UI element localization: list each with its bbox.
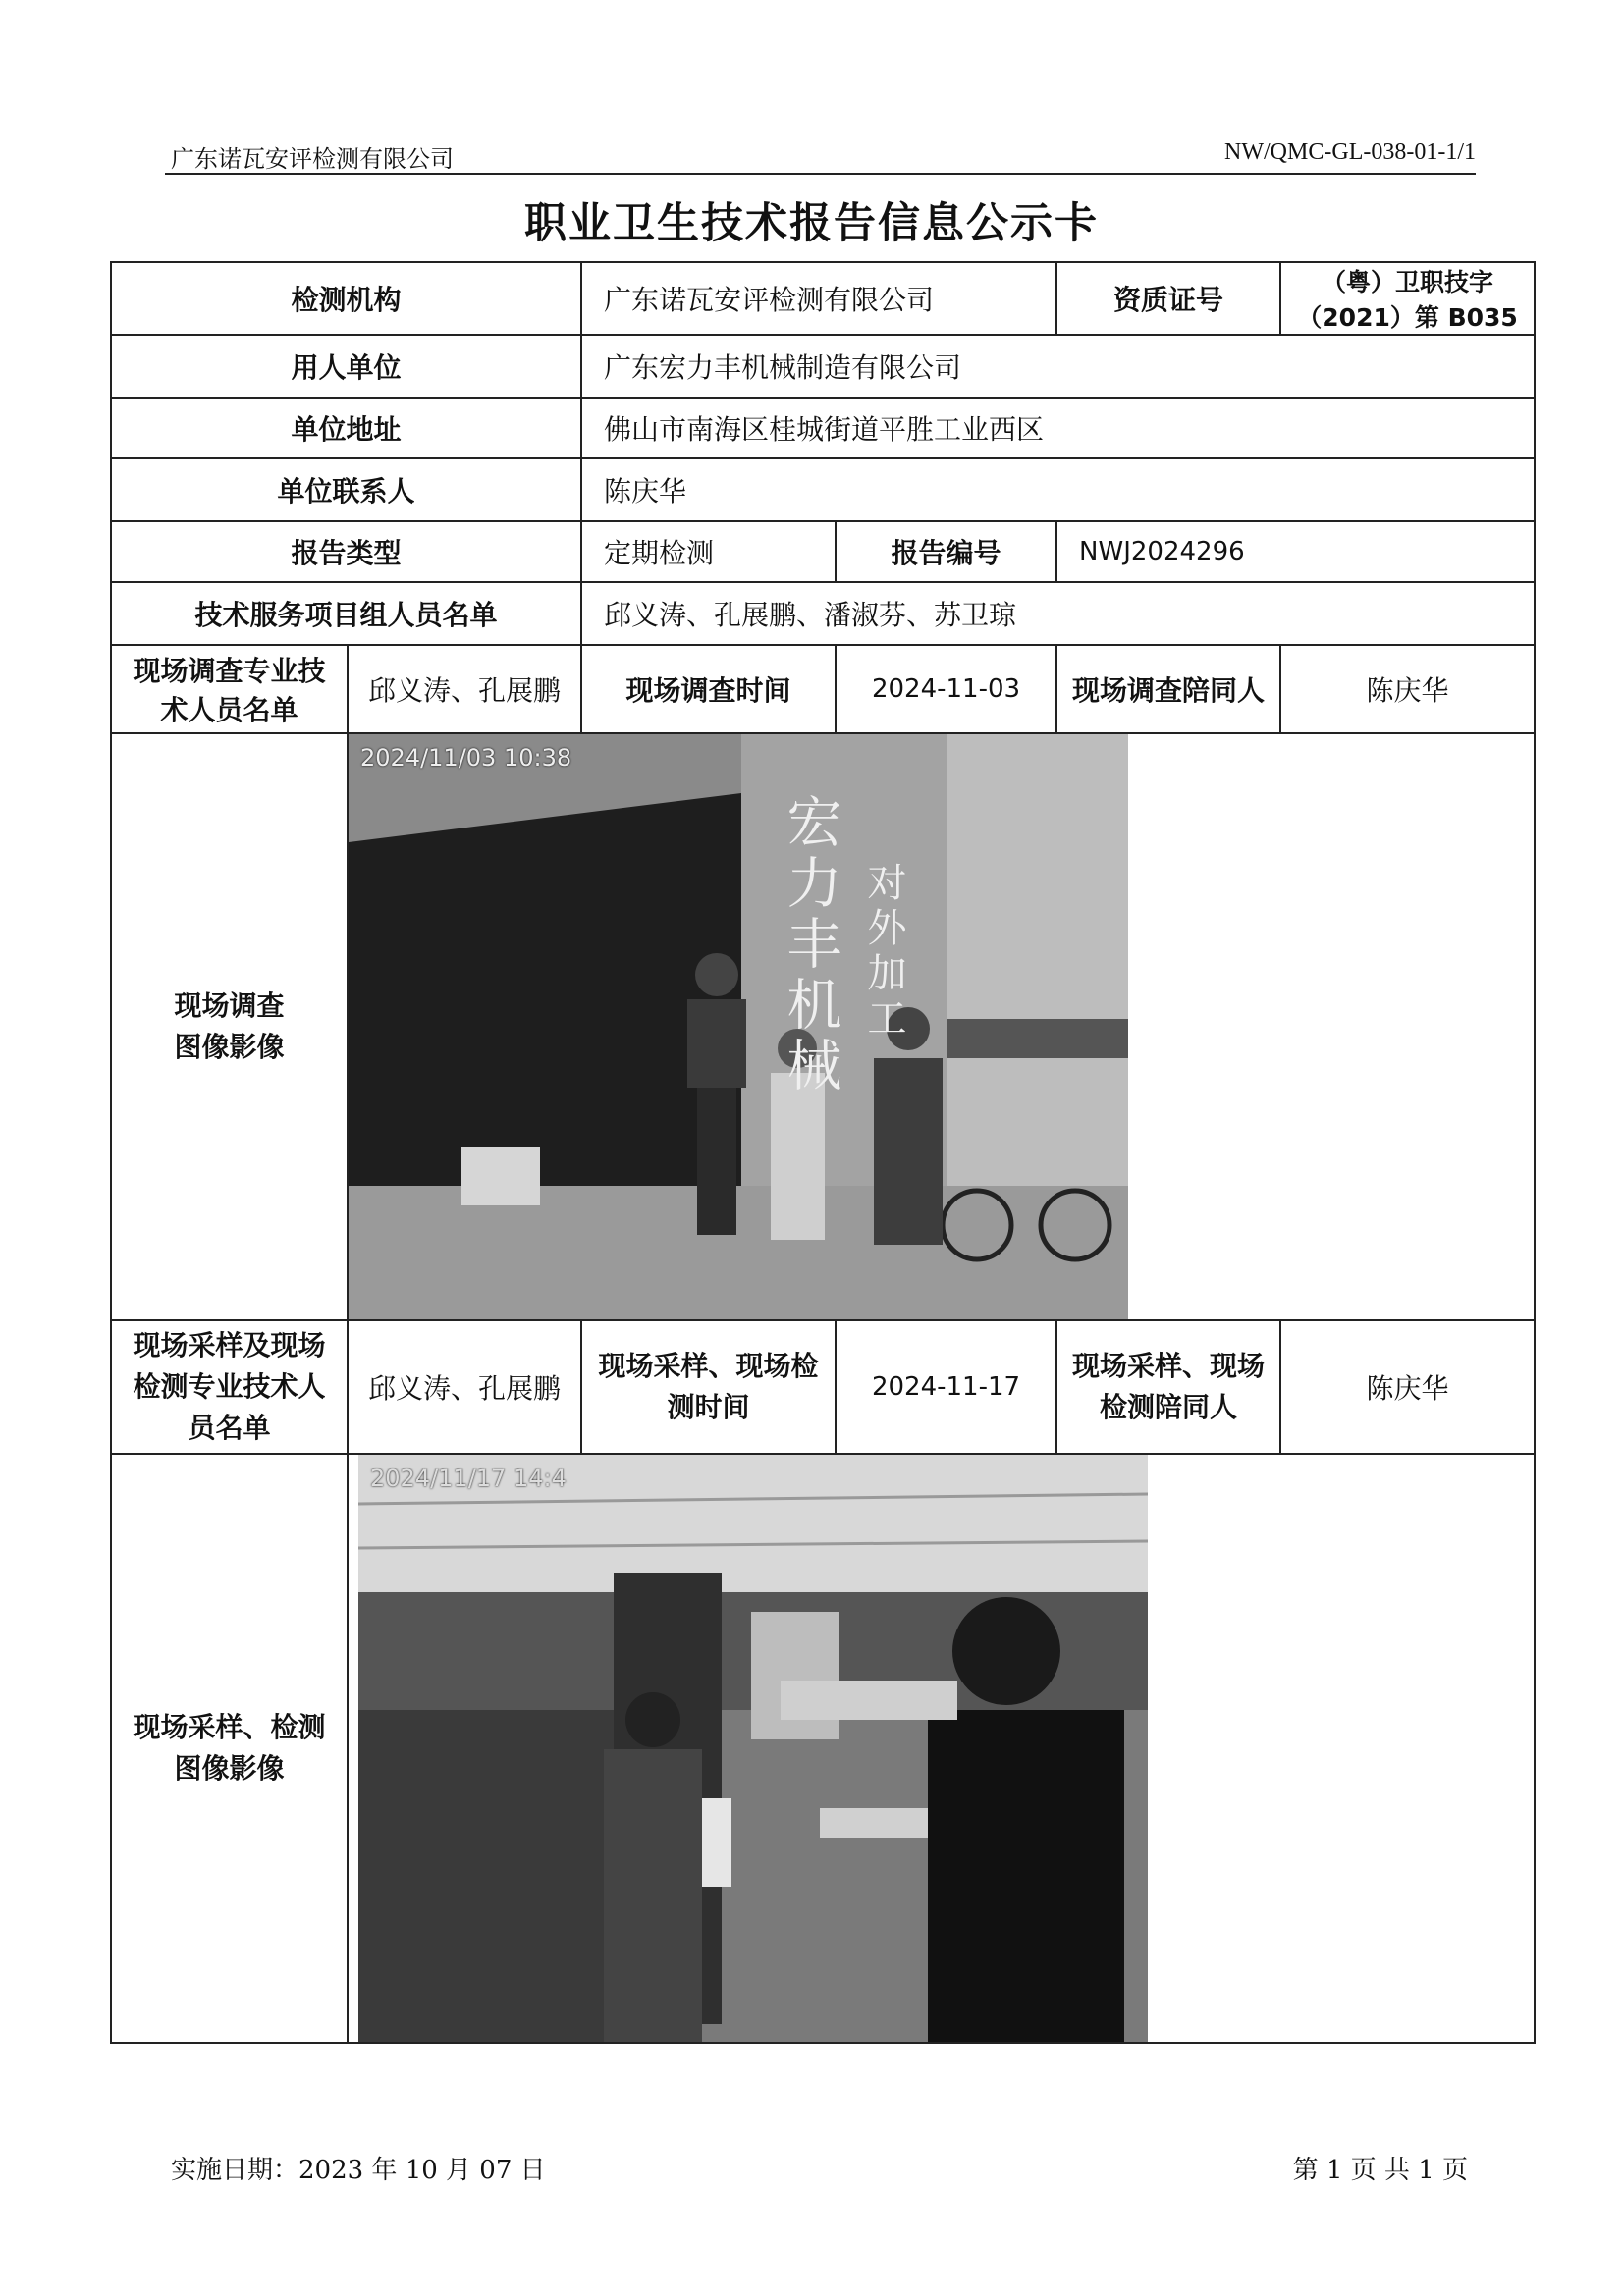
sampling-companion-label: 现场采样、现场检测陪同人 [1056,1320,1280,1454]
sampling-staff-label: 现场采样及现场检测专业技术人员名单 [111,1320,348,1454]
survey-staff-value: 邱义涛、孔展鹏 [348,645,581,733]
header-doc-code: NW/QMC-GL-038-01-1/1 [1224,139,1476,165]
row-survey-info [111,645,1535,733]
sampling-photo [358,1455,1148,2042]
survey-companion-value: 陈庆华 [1280,645,1535,733]
row-team [111,582,1535,645]
sign-text: 宏力丰机械 [778,793,842,1097]
sampling-time-label: 现场采样、现场检测时间 [581,1320,836,1454]
employer-label: 用人单位 [111,335,581,398]
employer-value: 广东宏力丰机械制造有限公司 [581,335,1535,398]
row-employer [111,335,1535,398]
survey-time-value: 2024-11-03 [836,645,1056,733]
cert-value: （粤）卫职技字（2021）第 B035 [1280,262,1535,335]
header-company: 广东诺瓦安评检测有限公司 [171,145,454,173]
survey-photo [349,734,1128,1319]
page-title: 职业卫生技术报告信息公示卡 [524,199,1099,248]
cert-label: 资质证号 [1056,262,1280,335]
sign-text-secondary: 对外加工 [861,862,906,1042]
row-sampling-photo [111,1454,1535,2043]
effective-date: 实施日期：2023 年 10 月 07 日 [171,2156,546,2185]
survey-companion-label: 现场调查陪同人 [1056,645,1280,733]
address-value: 佛山市南海区桂城街道平胜工业西区 [581,398,1535,458]
survey-photo-label: 现场调查图像影像 [111,733,348,1320]
type-value: 定期检测 [581,521,836,582]
survey-time-label: 现场调查时间 [581,645,836,733]
row-address [111,398,1535,458]
row-agency [111,262,1535,335]
page-number: 第 1 页 共 1 页 [1292,2156,1468,2185]
sampling-companion-value: 陈庆华 [1280,1320,1535,1454]
sampling-photo-timestamp: 2024/11/17 14:4 [370,1465,567,1492]
contact-value: 陈庆华 [581,458,1535,521]
row-sampling-info [111,1320,1535,1454]
report-no-label: 报告编号 [836,521,1056,582]
team-value: 邱义涛、孔展鹏、潘淑芬、苏卫琼 [581,582,1535,645]
workshop-sampling-image [358,1455,1148,2042]
row-survey-photo [111,733,1535,1320]
contact-label: 单位联系人 [111,458,581,521]
sampling-photo-label: 现场采样、检测图像影像 [111,1454,348,2043]
survey-photo-timestamp: 2024/11/03 10:38 [360,744,572,772]
report-no-value: NWJ2024296 [1056,521,1535,582]
info-table [110,261,1536,2044]
header-divider [165,173,1476,175]
row-contact [111,458,1535,521]
sampling-time-value: 2024-11-17 [836,1320,1056,1454]
agency-value: 广东诺瓦安评检测有限公司 [581,262,1056,335]
type-label: 报告类型 [111,521,581,582]
address-label: 单位地址 [111,398,581,458]
sampling-staff-value: 邱义涛、孔展鹏 [348,1320,581,1454]
factory-entrance-image [349,734,1128,1319]
team-label: 技术服务项目组人员名单 [111,582,581,645]
row-report-type [111,521,1535,582]
survey-staff-label: 现场调查专业技术人员名单 [111,645,348,733]
agency-label: 检测机构 [111,262,581,335]
